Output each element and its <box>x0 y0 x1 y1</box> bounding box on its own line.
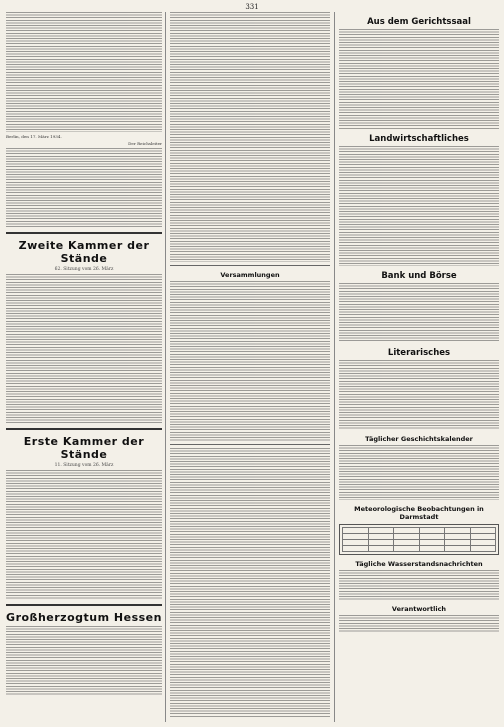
divider <box>6 604 162 606</box>
column-rule <box>165 12 166 722</box>
article-text <box>339 360 499 430</box>
article-text <box>170 12 330 262</box>
section-heading: Erste Kammer der Stände <box>23 435 145 462</box>
divider <box>6 232 162 234</box>
article-text <box>339 615 499 633</box>
date-line: Berlin, den 17. März 1934. <box>6 134 62 139</box>
article-text <box>170 281 330 441</box>
page-number: 331 <box>245 3 259 11</box>
article-text <box>6 626 162 696</box>
section-heading: Zweite Kammer der Stände <box>18 239 150 266</box>
article-text <box>6 470 162 600</box>
column-middle <box>170 12 330 720</box>
article-text <box>339 283 499 343</box>
article-text <box>339 445 499 500</box>
weather-grid <box>342 527 496 552</box>
section-subheading: 11. Sitzung vom 26. März <box>54 463 114 469</box>
section-heading: Meteorologische Beobachtungen in Darmstadt <box>354 505 484 521</box>
section-heading: Landwirtschaftliches <box>369 134 469 144</box>
section-heading: Aus dem Gerichtssaal <box>367 17 471 27</box>
article-text <box>6 274 162 424</box>
divider <box>170 444 330 445</box>
section-subheading: Versammlungen <box>220 271 280 279</box>
article-text <box>6 12 162 132</box>
divider <box>6 428 162 430</box>
article-text <box>339 29 499 129</box>
article-text <box>339 146 499 266</box>
section-heading: Bank und Börse <box>381 271 457 281</box>
article-text <box>339 570 499 600</box>
signature: Der Reichsleiter <box>128 141 162 147</box>
divider <box>170 265 330 266</box>
section-heading: Großherzogtum Hessen <box>6 611 162 625</box>
section-heading: Verantwortlich <box>391 605 447 613</box>
section-subheading: 62. Sitzung vom 26. März <box>54 267 114 273</box>
article-text <box>170 448 330 718</box>
column-right <box>339 12 499 635</box>
column-left <box>6 12 162 698</box>
weather-table <box>339 524 499 555</box>
section-heading: Tägliche Wasserstandsnachrichten <box>355 560 483 568</box>
column-rule <box>334 12 335 722</box>
section-heading: Literarisches <box>387 348 451 358</box>
article-text <box>6 148 162 228</box>
section-heading: Täglicher Geschichtskalender <box>365 435 473 443</box>
